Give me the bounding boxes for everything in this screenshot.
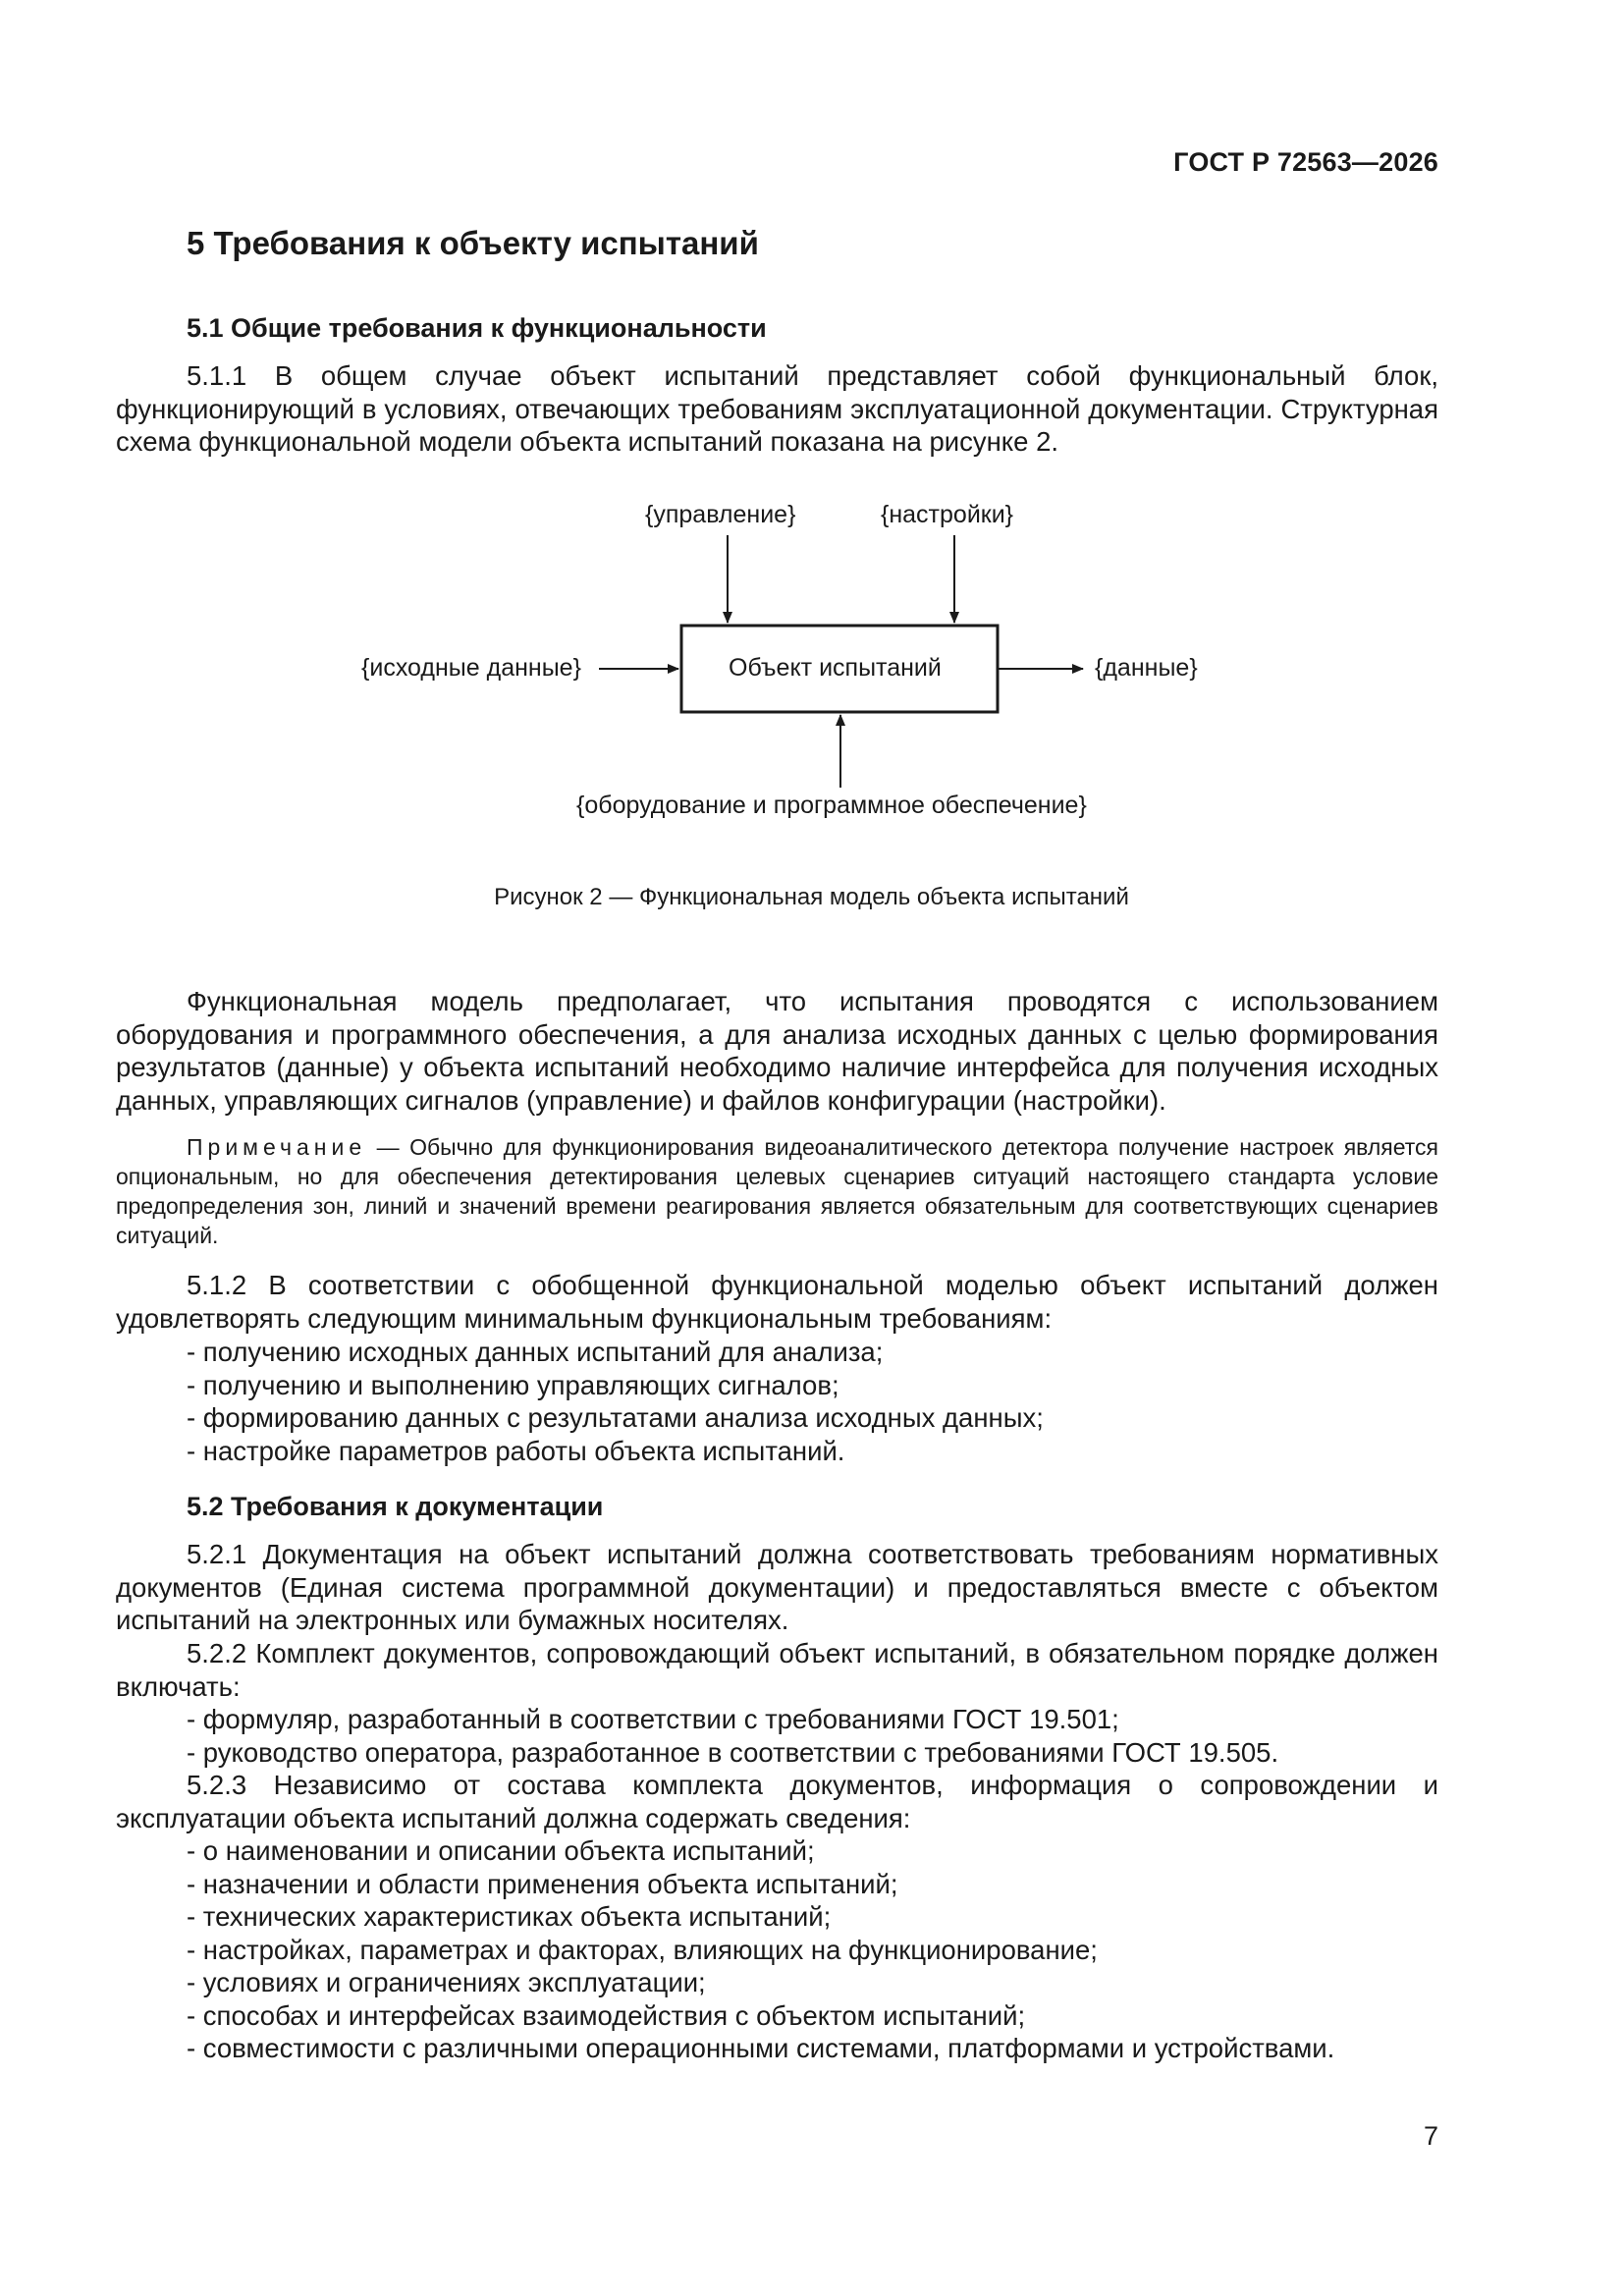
requirements-list bbox=[187, 1336, 1044, 1467]
page-number: 7 bbox=[1423, 2121, 1438, 2151]
paragraph-5-2-2-text: 5.2.2 Комплект документов, сопровождающий объект испытаний, в обязательном порядке должен включать: bbox=[116, 1638, 1438, 1702]
input-label: {исходные данные} bbox=[361, 654, 581, 682]
paragraph-5-2-1 bbox=[116, 1538, 1438, 1637]
list-item: - совместимости с различными операционными системами, платформами и устройствами. bbox=[187, 2033, 1335, 2063]
figure-caption: Рисунок 2 — Функциональная модель объекта испытаний bbox=[494, 884, 1129, 910]
note-text: — Обычно для функционирования видеоаналитического детектора получение настроек является опциональным, но для обеспечения детектирования целевых сценариев ситуаций настоящего стандарта условие предопределения зон, линий и значений времени реагирования является обязательным для соответствующих сценариев ситуаций. bbox=[116, 1134, 1438, 1248]
paragraph-5-2-2 bbox=[116, 1637, 1438, 1703]
list-item: - руководство оператора, разработанное в соответствии с требованиями ГОСТ 19.505. bbox=[187, 1736, 1279, 1768]
list-item: - получению и выполнению управляющих сигналов; bbox=[187, 1369, 839, 1400]
note-label: Примечание bbox=[187, 1134, 367, 1160]
object-box-label: Объект испытаний bbox=[729, 654, 942, 682]
list-item: - способах и интерфейсах взаимодействия с объектом испытаний; bbox=[187, 1999, 1026, 2031]
functional-model-figure bbox=[324, 491, 1208, 854]
output-label: {данные} bbox=[1095, 654, 1198, 682]
paragraph-5-2-3 bbox=[116, 1769, 1438, 1834]
standard-code: ГОСТ Р 72563—2026 bbox=[1173, 147, 1438, 177]
paragraph-5-1-1 bbox=[116, 359, 1438, 459]
list-item: - получению исходных данных испытаний для анализа; bbox=[187, 1337, 884, 1367]
list-item: - о наименовании и описании объекта испытаний; bbox=[187, 1835, 815, 1866]
list-item: - условиях и ограничениях эксплуатации; bbox=[187, 1967, 706, 1997]
note bbox=[116, 1132, 1438, 1250]
subsection-title-5-2: 5.2 Требования к документации bbox=[187, 1492, 604, 1521]
list-item: - настройке параметров работы объекта испытаний. bbox=[187, 1435, 845, 1466]
settings-label: {настройки} bbox=[881, 501, 1014, 528]
documents-list bbox=[187, 1703, 1278, 1769]
paragraph-5-1-1-text: 5.1.1 В общем случае объект испытаний представляет собой функциональный блок, функционирующий в условиях, отвечающих требованиям эксплуатационной документации. Структурная схема функциональной модели объекта испытаний показана на рисунке 2. bbox=[116, 360, 1438, 457]
list-item: - формированию данных с результатами анализа исходных данных; bbox=[187, 1402, 1044, 1433]
section-title: 5 Требования к объекту испытаний bbox=[187, 225, 759, 261]
subsection-title-5-1: 5.1 Общие требования к функциональности bbox=[187, 313, 767, 343]
information-list bbox=[187, 1834, 1334, 2065]
paragraph-model bbox=[116, 985, 1438, 1117]
paragraph-5-1-2 bbox=[116, 1269, 1438, 1335]
list-item: - технических характеристиках объекта испытаний; bbox=[187, 1901, 832, 1932]
paragraph-5-2-3-text: 5.2.3 Независимо от состава комплекта документов, информация о сопровождении и эксплуатации объекта испытаний должна содержать сведения: bbox=[116, 1770, 1438, 1833]
paragraph-model-text: Функциональная модель предполагает, что испытания проводятся с использованием оборудования и программного обеспечения, а для анализа исходных данных с целью формирования результатов (данные) у объекта испытаний необходимо наличие интерфейса для получения исходных данных, управляющих сигналов (управление) и файлов конфигурации (настройки). bbox=[116, 986, 1438, 1116]
list-item: - настройках, параметрах и факторах, влияющих на функционирование; bbox=[187, 1934, 1098, 1965]
paragraph-5-2-1-text: 5.2.1 Документация на объект испытаний должна соответствовать требованиям нормативных документов (Единая система программной документации) и предоставляться вместе с объектом испытаний на электронных или бумажных носителях. bbox=[116, 1539, 1438, 1635]
paragraph-5-1-2-text: 5.1.2 В соответствии с обобщенной функциональной моделью объект испытаний должен удовлетворять следующим минимальным функциональным требованиям: bbox=[116, 1270, 1438, 1334]
list-item: - назначении и области применения объекта испытаний; bbox=[187, 1868, 898, 1899]
resources-label: {оборудование и программное обеспечение} bbox=[576, 792, 1087, 819]
control-label: {управление} bbox=[645, 501, 796, 528]
list-item: - формуляр, разработанный в соответствии с требованиями ГОСТ 19.501; bbox=[187, 1704, 1119, 1734]
